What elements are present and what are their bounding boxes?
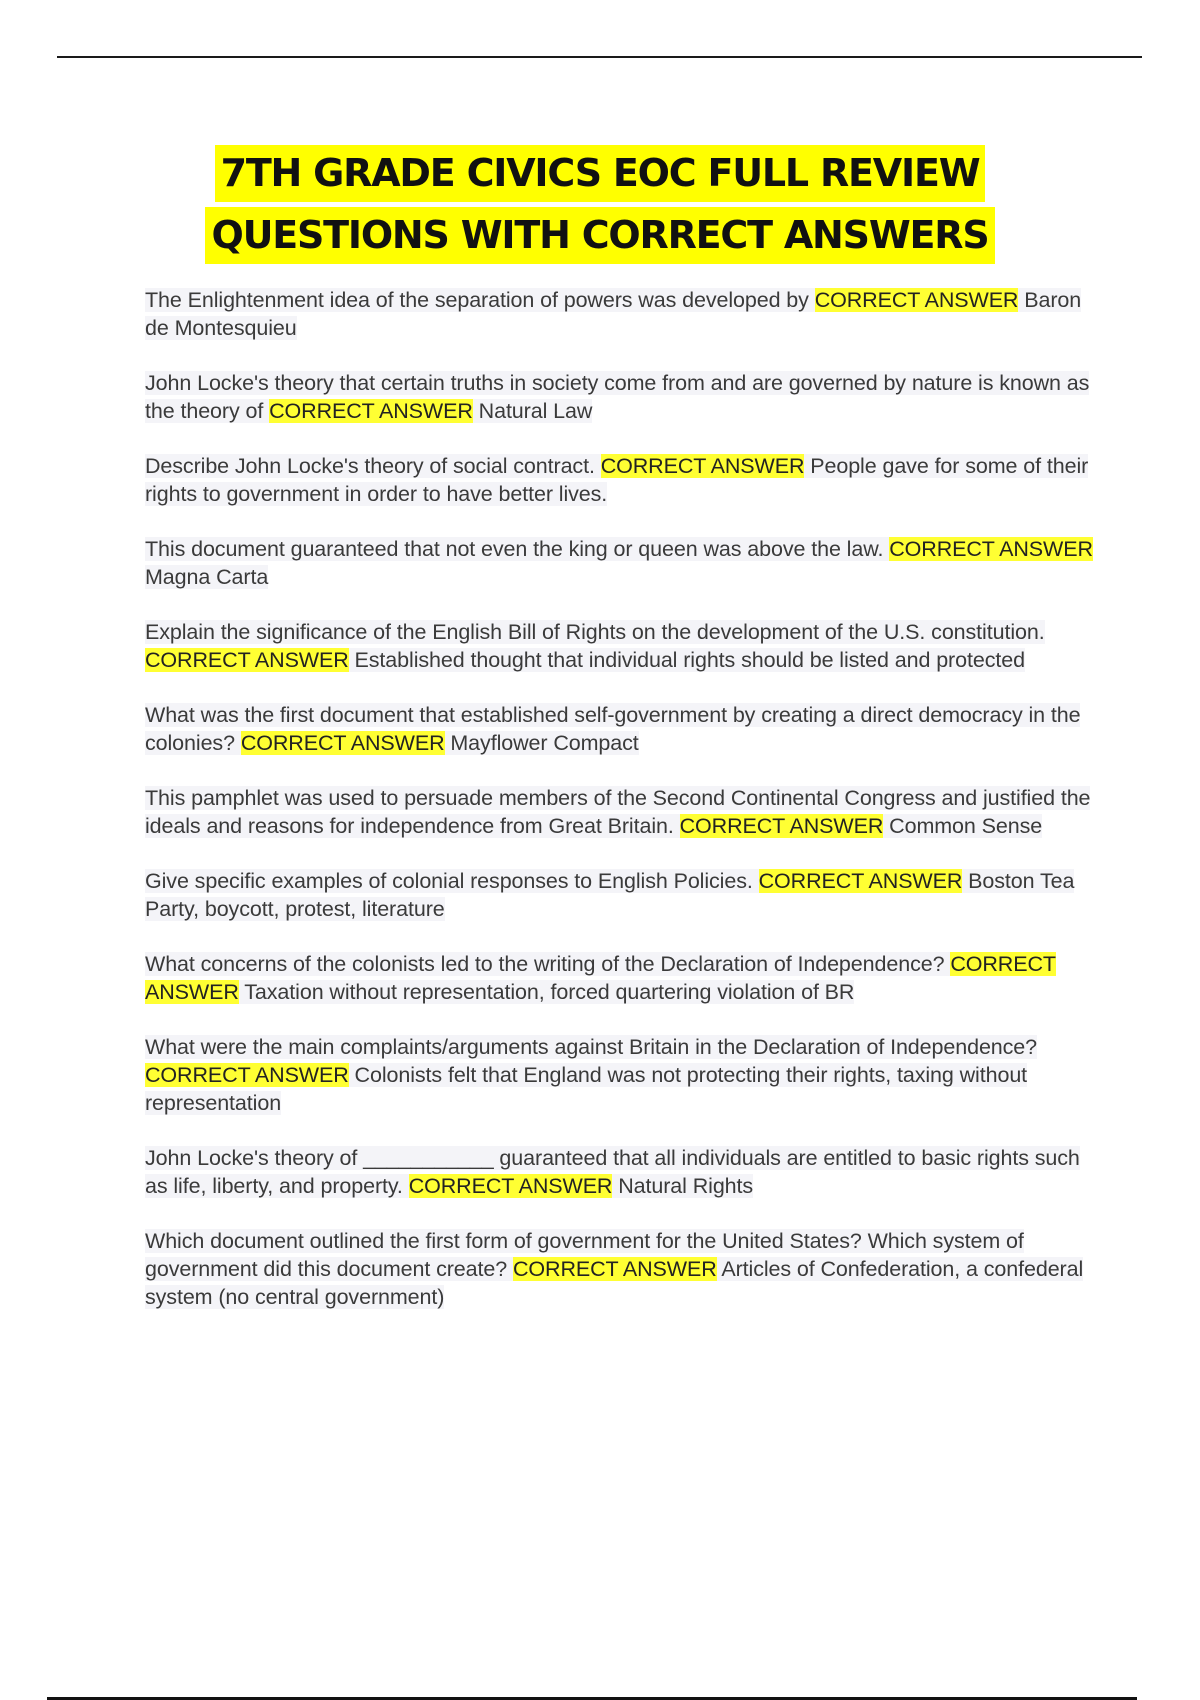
document-title bbox=[0, 145, 1200, 264]
answer-text: Natural Law bbox=[472, 399, 593, 423]
answer-label: CORRECT ANSWER bbox=[408, 1174, 613, 1198]
answer-text: Mayflower Compact bbox=[444, 731, 639, 755]
title-line-2: QUESTIONS WITH CORRECT ANSWERS bbox=[205, 207, 994, 264]
header-rule bbox=[57, 56, 1142, 58]
question-text: The Enlightenment idea of the separation of powers was developed by bbox=[145, 288, 815, 312]
question-text: What were the main complaints/arguments against Britain in the Declaration of Independence? bbox=[145, 1035, 1038, 1059]
answer-label: CORRECT ANSWER bbox=[269, 399, 473, 423]
question-text: What concerns of the colonists led to the writing of the Declaration of Independence? bbox=[145, 952, 951, 976]
qa-item bbox=[145, 1227, 1095, 1311]
qa-item bbox=[145, 369, 1095, 425]
answer-text: Common Sense bbox=[883, 814, 1043, 838]
qa-item bbox=[145, 701, 1095, 757]
question-text: John Locke's theory that certain truths in society come from and are governed by nature is known as the theory of bbox=[145, 371, 1090, 423]
qa-item bbox=[145, 452, 1095, 508]
qa-item bbox=[145, 618, 1095, 674]
answer-text: Baron de Montesquieu bbox=[145, 288, 1082, 340]
answer-text: People gave for some of their rights to government in order to have better lives. bbox=[145, 454, 1089, 506]
answer-text: Magna Carta bbox=[145, 565, 269, 589]
answer-label: CORRECT ANSWER bbox=[600, 454, 805, 478]
question-text: This pamphlet was used to persuade members of the Second Continental Congress and justified the ideals and reasons for independence from Great Britain. bbox=[145, 786, 1091, 838]
answer-label: CORRECT ANSWER bbox=[240, 731, 445, 755]
qa-item bbox=[145, 784, 1095, 840]
answer-label: CORRECT ANSWER bbox=[758, 869, 963, 893]
question-text: Which document outlined the first form of government for the United States? Which system of government did this document create? bbox=[145, 1229, 1024, 1281]
answer-label: CORRECT ANSWER bbox=[145, 952, 1056, 1004]
qa-item bbox=[145, 535, 1095, 591]
question-text: This document guaranteed that not even the king or queen was above the law. bbox=[145, 537, 890, 561]
question-text: Give specific examples of colonial responses to English Policies. bbox=[145, 869, 759, 893]
answer-label: CORRECT ANSWER bbox=[889, 537, 1093, 561]
question-text: Explain the significance of the English Bill of Rights on the development of the U.S. constitution. bbox=[145, 620, 1045, 644]
answer-text: Articles of Confederation, a confederal system (no central government) bbox=[145, 1257, 1084, 1309]
answer-text: Natural Rights bbox=[612, 1174, 754, 1198]
answer-label: CORRECT ANSWER bbox=[814, 288, 1019, 312]
answer-text: Boston Tea Party, boycott, protest, literature bbox=[145, 869, 1075, 921]
answer-text: Established thought that individual rights should be listed and protected bbox=[348, 648, 1025, 672]
answer-text: Colonists felt that England was not protecting their rights, taxing without representation bbox=[145, 1063, 1028, 1115]
qa-item bbox=[145, 950, 1095, 1006]
question-text: Describe John Locke's theory of social contract. bbox=[145, 454, 601, 478]
qa-item bbox=[145, 286, 1095, 342]
answer-label: CORRECT ANSWER bbox=[145, 648, 349, 672]
qa-item bbox=[145, 867, 1095, 923]
qa-item bbox=[145, 1144, 1095, 1200]
answer-label: CORRECT ANSWER bbox=[512, 1257, 717, 1281]
question-list bbox=[145, 286, 1095, 1338]
qa-item bbox=[145, 1033, 1095, 1117]
answer-text: Taxation without representation, forced quartering violation of BR bbox=[238, 980, 855, 1004]
question-text: John Locke's theory of ___________ guaranteed that all individuals are entitled to basic rights such as life, liberty, and property. bbox=[145, 1146, 1080, 1198]
title-line-1: 7TH GRADE CIVICS EOC FULL REVIEW bbox=[215, 145, 986, 202]
question-text: What was the first document that established self-government by creating a direct democracy in the colonies? bbox=[145, 703, 1081, 755]
answer-label: CORRECT ANSWER bbox=[679, 814, 884, 838]
answer-label: CORRECT ANSWER bbox=[145, 1063, 349, 1087]
